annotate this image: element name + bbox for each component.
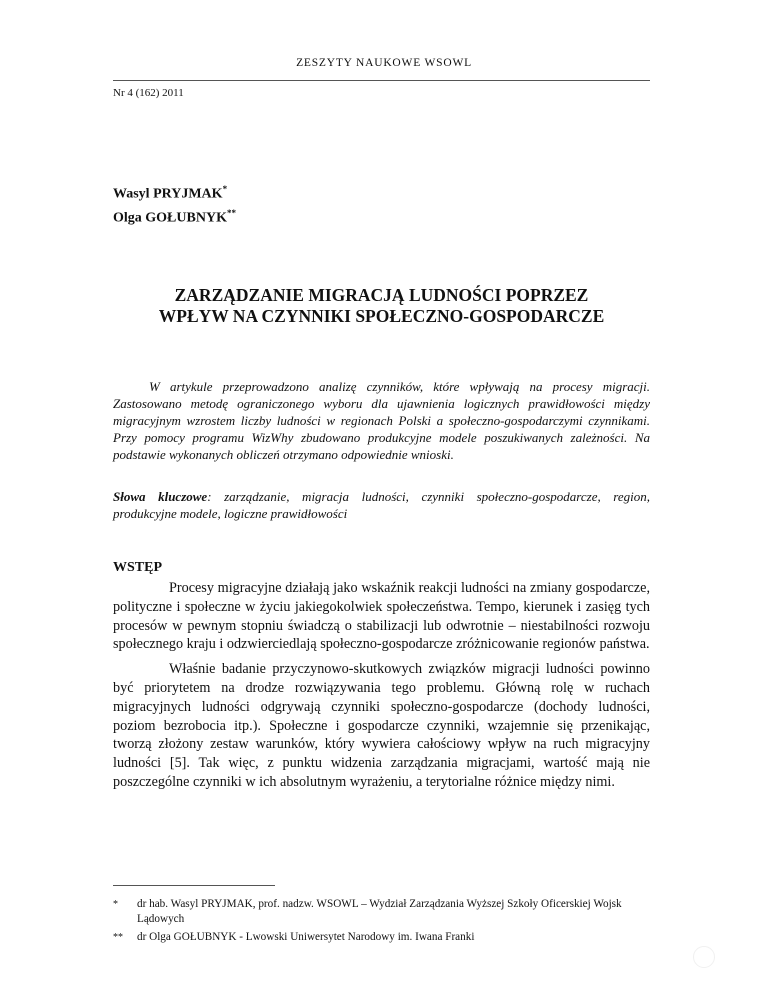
- author-2: [113, 204, 236, 228]
- paragraph-1: Procesy migracyjne działają jako wskaźnik reakcji ludności na zmiany gospodarcze, polityczne i społeczne w życiu jakiegokolwiek społeczeństwa. Tempo, kierunek i zasięg tych procesów w pewnym stopniu świadczą o stabilizacji lub odwrotnie – niestabilności rozwoju społecznego kraju i odzwierciedlają społeczno-gospodarcze zróżnicowanie regionów państwa.: [113, 580, 650, 653]
- footnote-1: [113, 897, 650, 927]
- author-1: [113, 180, 236, 204]
- journal-header: ZESZYTY NAUKOWE WSOWL: [296, 57, 472, 69]
- author-2-footnote-mark: **: [226, 207, 236, 218]
- section-heading: WSTĘP: [113, 560, 163, 575]
- watermark-icon: [693, 946, 715, 968]
- article-title: [113, 285, 650, 327]
- keywords-label: Słowa kluczowe: [113, 489, 208, 504]
- title-line-2: WPŁYW NA CZYNNIKI SPOŁECZNO-GOSPODARCZE: [158, 306, 605, 326]
- footnote-1-mark: *: [113, 899, 118, 910]
- header-divider: [113, 80, 650, 81]
- footnotes: [113, 897, 650, 948]
- title-line-1: ZARZĄDZANIE MIGRACJĄ LUDNOŚCI POPRZEZ: [174, 285, 589, 305]
- footnote-divider: [113, 885, 275, 886]
- footnote-2-mark: **: [113, 932, 123, 943]
- footnote-1-text: dr hab. Wasyl PRYJMAK, prof. nadzw. WSOWL – Wydział Zarządzania Wyższej Szkoły Oficerskiej Wojsk Lądowych: [137, 898, 622, 925]
- keywords-text: : zarządzanie, migracja ludności, czynniki społeczno-gospodarcze, region, produkcyjne modele, logiczne prawidłowości: [113, 489, 650, 521]
- footnote-2: [113, 930, 650, 945]
- body-text: [113, 579, 650, 798]
- keywords: [113, 488, 650, 522]
- abstract: W artykule przeprowadzono analizę czynników, które wpływają na procesy migracji. Zastosowano metodę ograniczonego wyboru dla ujawnienia logicznych prawidłowości między migracyjnym wzrostem liczby ludności w regionach Polski a społeczno-gospodarczymi czynnikami. Przy pomocy programu WizWhy zbudowano produkcyjne modele poszukiwanych zależności. Na podstawie wykonanych obliczeń otrzymano odpowiednie wnioski.: [113, 379, 650, 462]
- author-1-footnote-mark: *: [222, 184, 228, 194]
- authors-block: [113, 180, 236, 227]
- footnote-2-text: dr Olga GOŁUBNYK - Lwowski Uniwersytet Narodowy im. Iwana Franki: [137, 931, 475, 943]
- author-2-name: Olga GOŁUBNYK: [113, 210, 227, 226]
- author-1-name: Wasyl PRYJMAK: [113, 186, 223, 202]
- issue-number: Nr 4 (162) 2011: [113, 87, 184, 99]
- paragraph-2: Właśnie badanie przyczynowo-skutkowych związków migracji ludności powinno być priorytetem na drodze rozwiązywania tego problemu. Główną rolę w ruchach migracyjnych ludności odgrywają czynniki społeczno-gospodarcze (dochody ludności, poziom bezrobocia itp.). Społeczne i gospodarcze czynniki, wzajemnie się przenikając, tworzą złożony zestaw warunków, który wywiera całościowy wpływ na ruch migracyjny ludności [5]. Tak więc, z punktu widzenia zarządzania migracjami, wartość mają nie poszczególne czynniki w ich absolutnym wyrażeniu, a terytorialne różnice między nimi.: [113, 661, 650, 790]
